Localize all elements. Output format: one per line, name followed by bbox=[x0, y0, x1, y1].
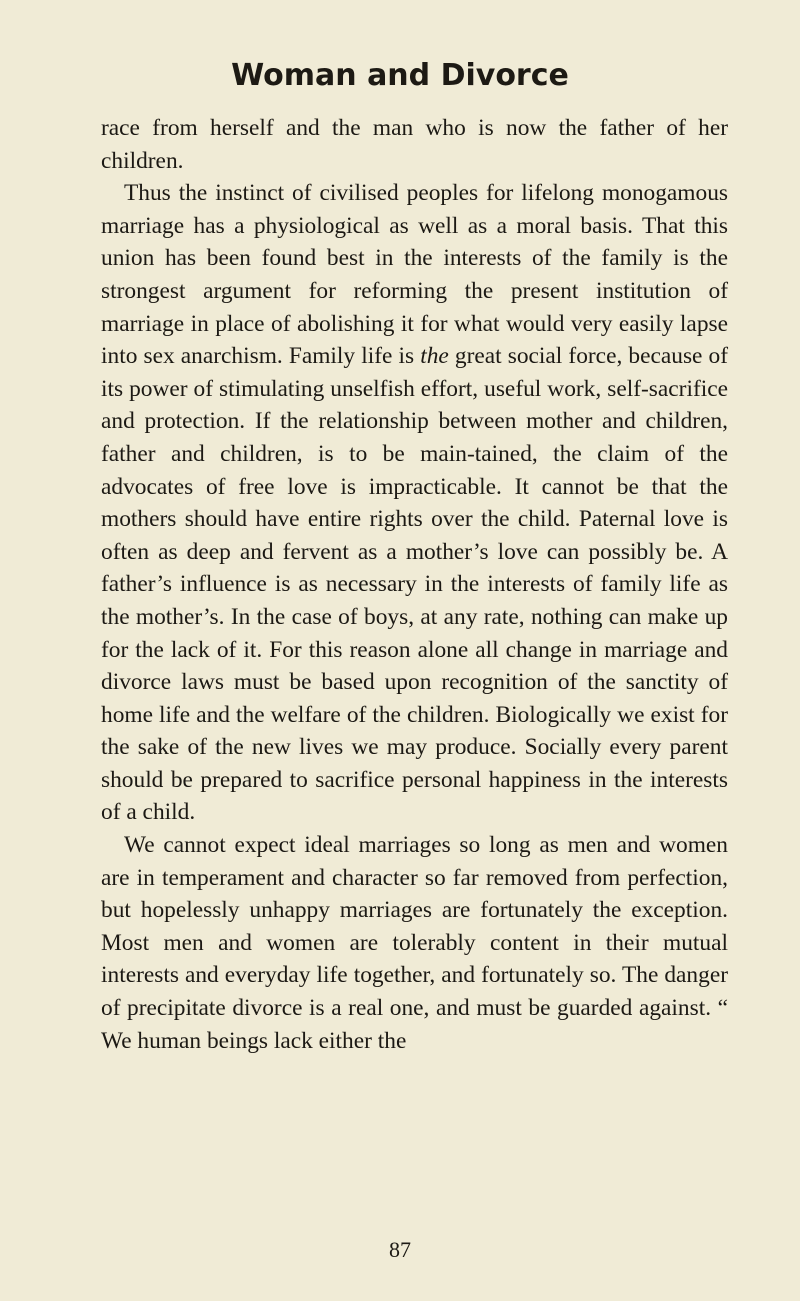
running-head: Woman and Divorce bbox=[231, 58, 569, 93]
body-text bbox=[101, 112, 728, 1057]
paragraph-text: great social force, because of its power of stimulating unselfish effort, useful work, self-sacrifice and protection. If the relationship between mother and children, father and children, is to be main-tained, the claim of the advocates of free love is impracticable. It cannot be that the mothers should have entire rights over the child. Paternal love is often as deep and fervent as a mother’s love can possibly be. A father’s influence is as necessary in the interests of family life as the mother’s. In the case of boys, at any rate, nothing can make up for the lack of it. For this reason alone all change in marriage and divorce laws must be based upon recognition of the sanctity of home life and the welfare of the children. Biologically we exist for the sake of the new lives we may produce. Socially every parent should be prepared to sacrifice personal happiness in the interests of a child. bbox=[101, 343, 729, 826]
page-number: 87 bbox=[389, 1237, 411, 1262]
paragraph bbox=[101, 829, 728, 1057]
paragraph-continued bbox=[101, 112, 728, 177]
paragraph-text: Thus the instinct of civilised peoples for lifelong monogamous marriage has a physiological as well as a moral basis. That this union has been found best in the interests of the family is the strongest argument for reforming the present institution of marriage in place of abolishing it for what would very easily lapse into sex anarchism. Family life is bbox=[101, 180, 728, 370]
paragraph bbox=[101, 177, 728, 829]
paragraph-text: We cannot expect ideal marriages so long as men and women are in temperament and character so far removed from perfection, but hopelessly unhappy marriages are fortunately the exception. Most men and women are tolerably content in their mutual interests and everyday life together, and fortunately so. The danger of precipitate divorce is a real one, and must be guarded against. “ We human beings lack either the bbox=[101, 832, 728, 1054]
paragraph-text: race from herself and the man who is now the father of her children. bbox=[101, 115, 728, 174]
italic-emphasis: the bbox=[420, 343, 449, 370]
